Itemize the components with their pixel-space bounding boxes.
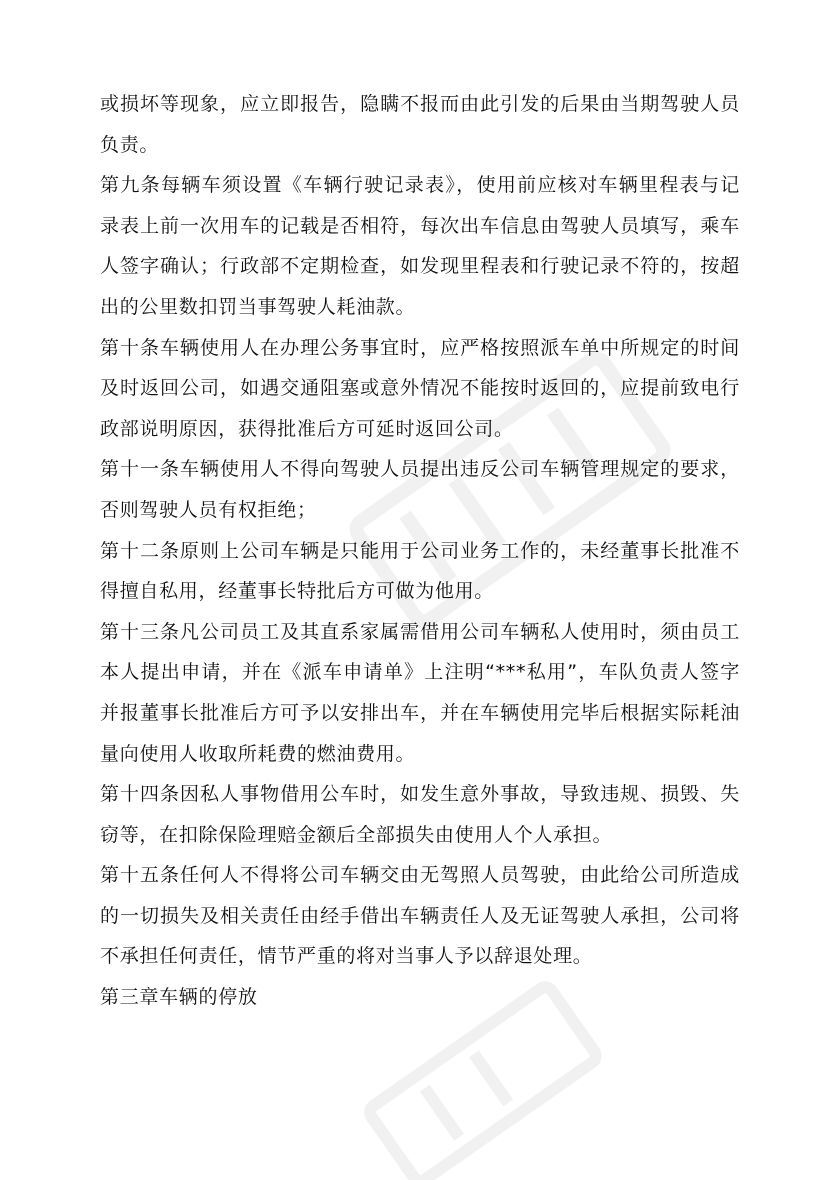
paragraph-article-8-continued: 或损坏等现象，应立即报告，隐瞒不报而由此引发的后果由当期驾驶人员负责。 [100,93,740,156]
paragraph-article-12: 第十二条原则上公司车辆是只能用于公司业务工作的，未经董事长批准不得擅自私用，经董事长特批后方可做为他用。 [100,539,740,603]
paragraph-article-11: 第十一条车辆使用人不得向驾驶人员提出违反公司车辆管理规定的要求，否则驾驶人员有权拒绝； [100,458,740,521]
chapter-heading: 第三章车辆的停放 [100,986,258,1009]
paragraph-article-13: 第十三条凡公司员工及其直系家属需借用公司车辆私人使用时，须由员工本人提出申请，并在《派车申请单》上注明“***私用”，车队负责人签字并报董事长批准后方可予以安排出车，并在车辆使用完毕后根据实际耗油量向使用人收取所耗费的燃油费用。 [100,620,740,765]
paragraph-article-15: 第十五条任何人不得将公司车辆交由无驾照人员驾驶，由此给公司所造成的一切损失及相关责任由经手借出车辆责任人及无证驾驶人承担，公司将不承担任何责任，情节严重的将对当事人予以辞退处理。 [100,864,740,968]
paragraph-article-10: 第十条车辆使用人在办理公务事宜时，应严格按照派车单中所规定的时间及时返回公司，如遇交通阻塞或意外情况不能按时返回的，应提前致电行政部说明原因，获得批准后方可延时返回公司。 [100,336,740,440]
document-body [100,84,740,1018]
paragraph-article-9: 第九条每辆车须设置《车辆行驶记录表》，使用前应核对车辆里程表与记录表上前一次用车的记载是否相符，每次出车信息由驾驶人员填写，乘车人签字确认；行政部不定期检查，如发现里程表和行驶记录不符的，按超出的公里数扣罚当事驾驶人耗油款。 [100,174,740,318]
paragraph-article-14: 第十四条因私人事物借用公车时，如发生意外事故，导致违规、损毁、失窃等，在扣除保险理赔金额后全部损失由使用人个人承担。 [100,783,740,846]
